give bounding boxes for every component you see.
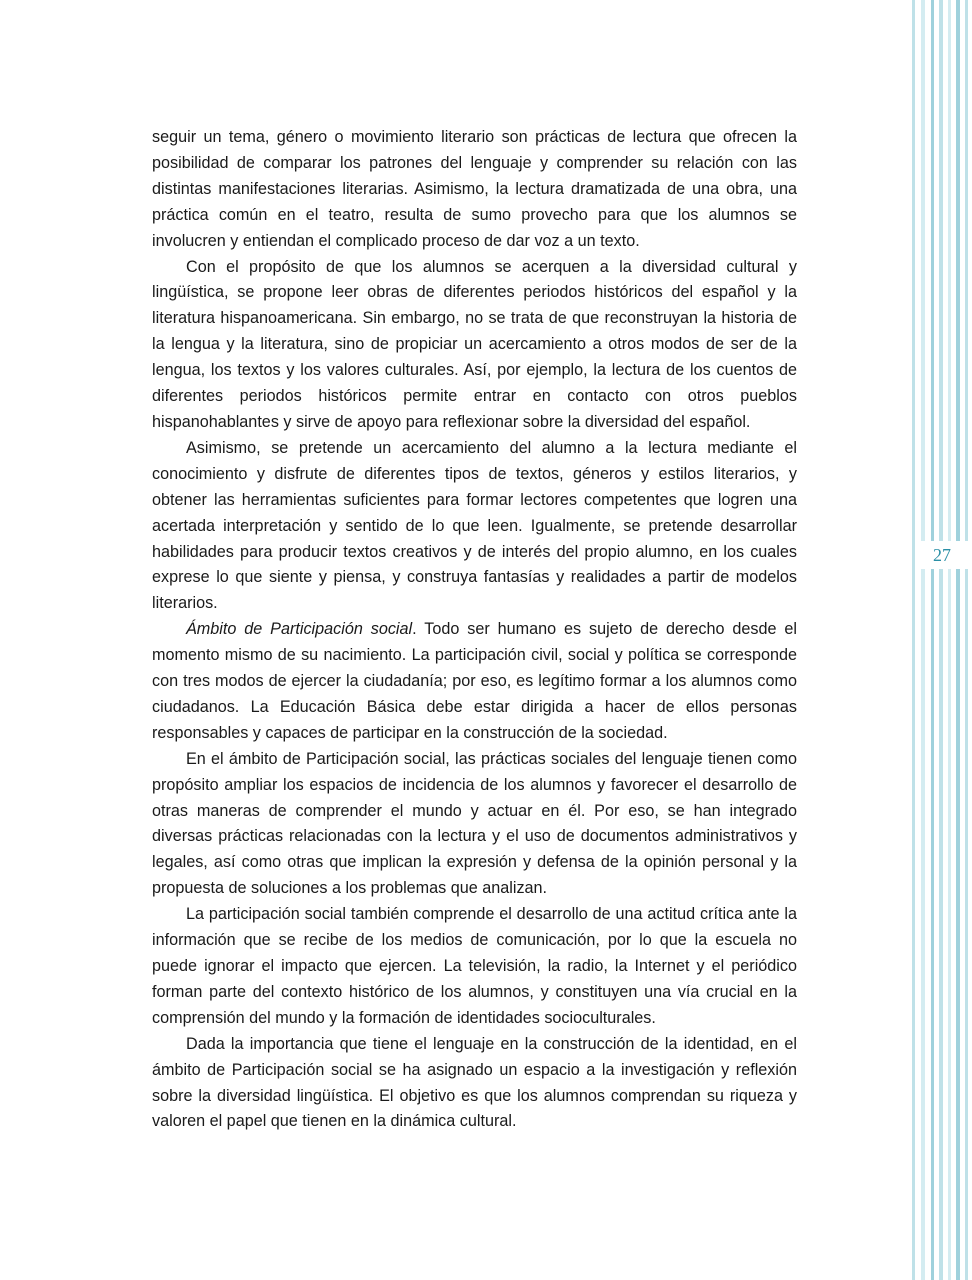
body-text [152,125,797,1135]
paragraph [152,617,797,747]
edge-stripe [939,0,943,1280]
paragraph: Con el propósito de que los alumnos se acerquen a la diversidad cultural y lingüística, se propone leer obras de diferentes periodos históricos del español y la literatura hispanoamericana. Sin embargo, no se trata de que reconstruyan la historia de la lengua y la literatura, sino de propiciar un acercamiento a otros modos de ser de la lengua, los textos y los valores culturales. Así, por ejemplo, la lectura de los cuentos de diferentes periodos históricos permite entrar en contacto con otros pueblos hispanohablantes y sirve de apoyo para reflexionar sobre la diversidad del español. [152,257,797,431]
edge-stripe [956,0,960,1280]
edge-stripe [921,0,925,1280]
edge-stripe [948,0,951,1280]
paragraph: La participación social también comprende el desarrollo de una actitud crítica ante la información que se recibe de los medios de comunicación, por lo que la escuela no puede ignorar el impacto que ejercen. La televisión, la radio, la Internet y el periódico forman parte del contexto histórico de los alumnos, y constituyen una vía crucial en la comprensión del mundo y la formación de identidades socioculturales. [152,905,797,1027]
edge-stripe [912,0,915,1280]
page-number: 27 [916,541,968,569]
edge-stripe [965,0,968,1280]
paragraph: En el ámbito de Participación social, las prácticas sociales del lenguaje tienen como propósito ampliar los espacios de incidencia de los alumnos y favorecer el desarrollo de otras maneras de comprender el mundo y actuar en él. Por eso, se han integrado diversas prácticas relacionadas con la lectura y el uso de documentos administrativos y legales, así como otras que implican la expresión y defensa de la opinión personal y la propuesta de soluciones a los problemas que analizan. [152,749,797,898]
paragraph: seguir un tema, género o movimiento literario son prácticas de lectura que ofrecen la posibilidad de comparar los patrones del lenguaje y comprender su relación con las distintas manifestaciones literarias. Asimismo, la lectura dramatizada de una obra, una práctica común en el teatro, resulta de sumo provecho para que los alumnos se involucren y entiendan el complicado proceso de dar voz a un texto. [152,128,797,250]
decorative-edge-stripes [912,0,972,1280]
edge-stripe [931,0,934,1280]
paragraph: Dada la importancia que tiene el lenguaje en la construcción de la identidad, en el ámbito de Participación social se ha asignado un espacio a la investigación y reflexión sobre la diversidad lingüística. El objetivo es que los alumnos comprendan su riqueza y valoren el papel que tienen en la dinámica cultural. [152,1034,797,1131]
paragraph: Asimismo, se pretende un acercamiento del alumno a la lectura mediante el conocimiento y disfrute de diferentes tipos de textos, géneros y estilos literarios, y obtener las herramientas suficientes para formar lectores competentes que logren una acertada interpretación y sentido de lo que leen. Igualmente, se pretende desarrollar habilidades para producir textos creativos y de interés del propio alumno, en los cuales exprese lo que siente y piensa, y construya fantasías y realidades a partir de modelos literarios. [152,438,797,613]
section-heading-inline: Ámbito de Participación social [186,620,413,639]
paragraph-text: . Todo ser humano es sujeto de derecho desde el momento mismo de su nacimiento. La participación civil, social y política se corresponde con tres modos de ejercer la ciudadanía; por eso, es legítimo formar a los alumnos como ciudadanos. La Educación Básica debe estar dirigida a hacer de ellos personas responsables y capaces de participar en la construcción de la sociedad. [152,620,797,742]
